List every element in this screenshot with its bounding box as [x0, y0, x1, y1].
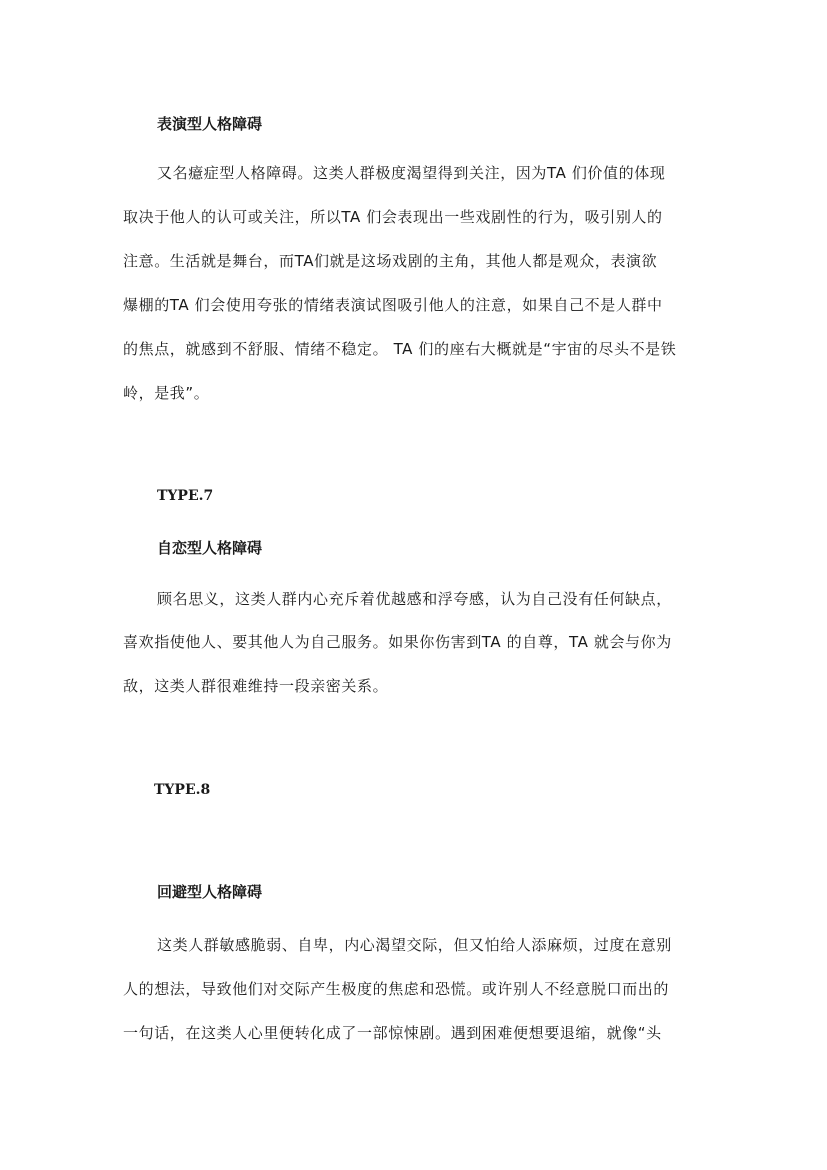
paragraph-line: 一句话，在这类人心里便转化成了一部惊悚剧。遇到困难便想要退缩，就像“头 [123, 1024, 662, 1042]
paragraph-line: 喜欢指使他人、要其他人为自己服务。如果你伤害到TA 的自尊，TA 就会与你为 [123, 633, 672, 651]
paragraph-line: 敌，这类人群很难维持一段亲密关系。 [123, 677, 389, 695]
type-label-8: TYPE.8 [154, 782, 211, 798]
paragraph-line: 注意。生活就是舞台，而TA们就是这场戏剧的主角，其他人都是观众，表演欲 [123, 252, 658, 270]
paragraph-line: 又名癔症型人格障碍。这类人群极度渴望得到关注，因为TA 们价值的体现 [157, 164, 666, 182]
paragraph-line: 人的想法，导致他们对交际产生极度的焦虑和恐慌。或许别人不经意脱口而出的 [123, 980, 670, 998]
paragraph-line: 岭，是我”。 [123, 384, 210, 402]
paragraph-line: 顾名思义，这类人群内心充斥着优越感和浮夸感，认为自己没有任何缺点， [157, 590, 672, 608]
paragraph-line: 爆棚的TA 们会使用夸张的情绪表演试图吸引他人的注意，如果自己不是人群中 [123, 296, 663, 314]
section-title-avoidant: 回避型人格障碍 [157, 883, 263, 901]
paragraph-line: 这类人群敏感脆弱、自卑，内心渴望交际，但又怕给人添麻烦，过度在意别 [157, 936, 672, 954]
paragraph-line: 取决于他人的认可或关注，所以TA 们会表现出一些戏剧性的行为，吸引别人的 [123, 208, 663, 226]
type-label-7: TYPE.7 [157, 488, 214, 504]
section-title-narcissistic: 自恋型人格障碍 [157, 539, 263, 557]
paragraph-line: 的焦点，就感到不舒服、情绪不稳定。 TA 们的座右大概就是“宇宙的尽头不是铁 [123, 340, 677, 358]
section-title-histrionic: 表演型人格障碍 [157, 115, 263, 133]
